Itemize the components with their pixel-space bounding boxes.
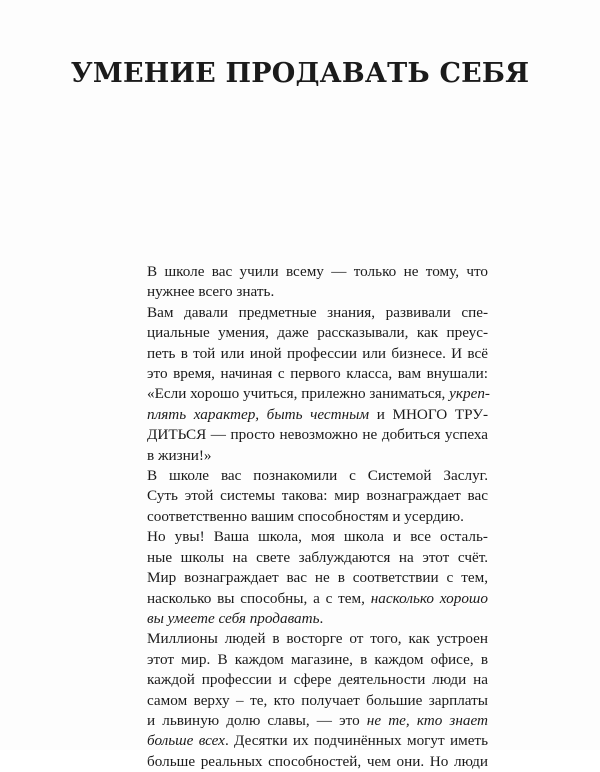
text-line: Вам давали предметные знания, развивали спе-: [147, 303, 488, 321]
paragraph-4: [128, 527, 488, 629]
text-line: соответственно вашим способностям и усердию.: [147, 507, 464, 525]
text-line: каждой профессии и сфере деятельности люди на: [147, 671, 488, 689]
text-line: ДИТЬСЯ — просто невозможно не добиться успеха: [147, 426, 488, 444]
text-line: этот мир. В каждом магазине, в каждом офисе, в: [147, 650, 488, 668]
italic-text: плять характер, быть честным: [147, 405, 370, 423]
italic-text: насколько хорошо: [370, 589, 488, 607]
body-text: [128, 262, 488, 772]
paragraph-5: [128, 629, 488, 772]
text-line: насколько вы способны, а с тем, насколько хорошо: [147, 589, 488, 607]
text-line: это время, начиная с первого класса, вам внушали:: [147, 365, 488, 383]
paragraph-1: [128, 262, 488, 303]
text-line: больше всех. Десятки их подчинённых могут иметь: [147, 732, 488, 750]
text-line: Мир вознаграждает вас не в соответствии с тем,: [147, 569, 488, 587]
text-line: Миллионы людей в восторге от того, как устроен: [147, 630, 488, 648]
text-line: вы умеете себя продавать.: [147, 609, 324, 627]
text-line: петь в той или иной профессии или бизнесе. И всё: [147, 344, 488, 362]
text-line: плять характер, быть честным и МНОГО ТРУ-: [147, 405, 489, 423]
text-line: нужнее всего знать.: [147, 283, 275, 301]
text-line: самом верху – те, кто получает большие зарплаты: [147, 691, 488, 709]
italic-text: больше всех: [147, 732, 225, 750]
text-line: больше реальных способностей, чем они. Но люди: [147, 752, 488, 770]
paragraph-2: [128, 303, 488, 466]
text-line: Суть этой системы такова: мир вознаграждает вас: [147, 487, 488, 505]
text-line: В школе вас познакомили с Системой Заслуг.: [147, 467, 488, 485]
chapter-title: УМЕНИЕ ПРОДАВАТЬ СЕБЯ: [70, 58, 530, 89]
text-line: циальные умения, даже рассказывали, как преус-: [147, 324, 488, 342]
paragraph-3: [128, 466, 488, 527]
text-line: В школе вас учили всему — только не тому, что: [147, 263, 488, 280]
text-line: в жизни!»: [147, 446, 212, 464]
text-line: Но увы! Ваша школа, моя школа и все осталь-: [147, 528, 488, 546]
italic-text: укреп-: [449, 385, 490, 403]
italic-text: не те, кто знает: [366, 711, 488, 729]
text-line: и львиную долю славы, — это не те, кто знает: [147, 711, 488, 729]
text-line: ные школы на свете заблуждаются на этот счёт.: [147, 548, 488, 566]
text-line: «Если хорошо учиться, прилежно заниматься, укреп-: [147, 385, 490, 403]
italic-text: вы умеете себя продавать: [147, 609, 320, 627]
